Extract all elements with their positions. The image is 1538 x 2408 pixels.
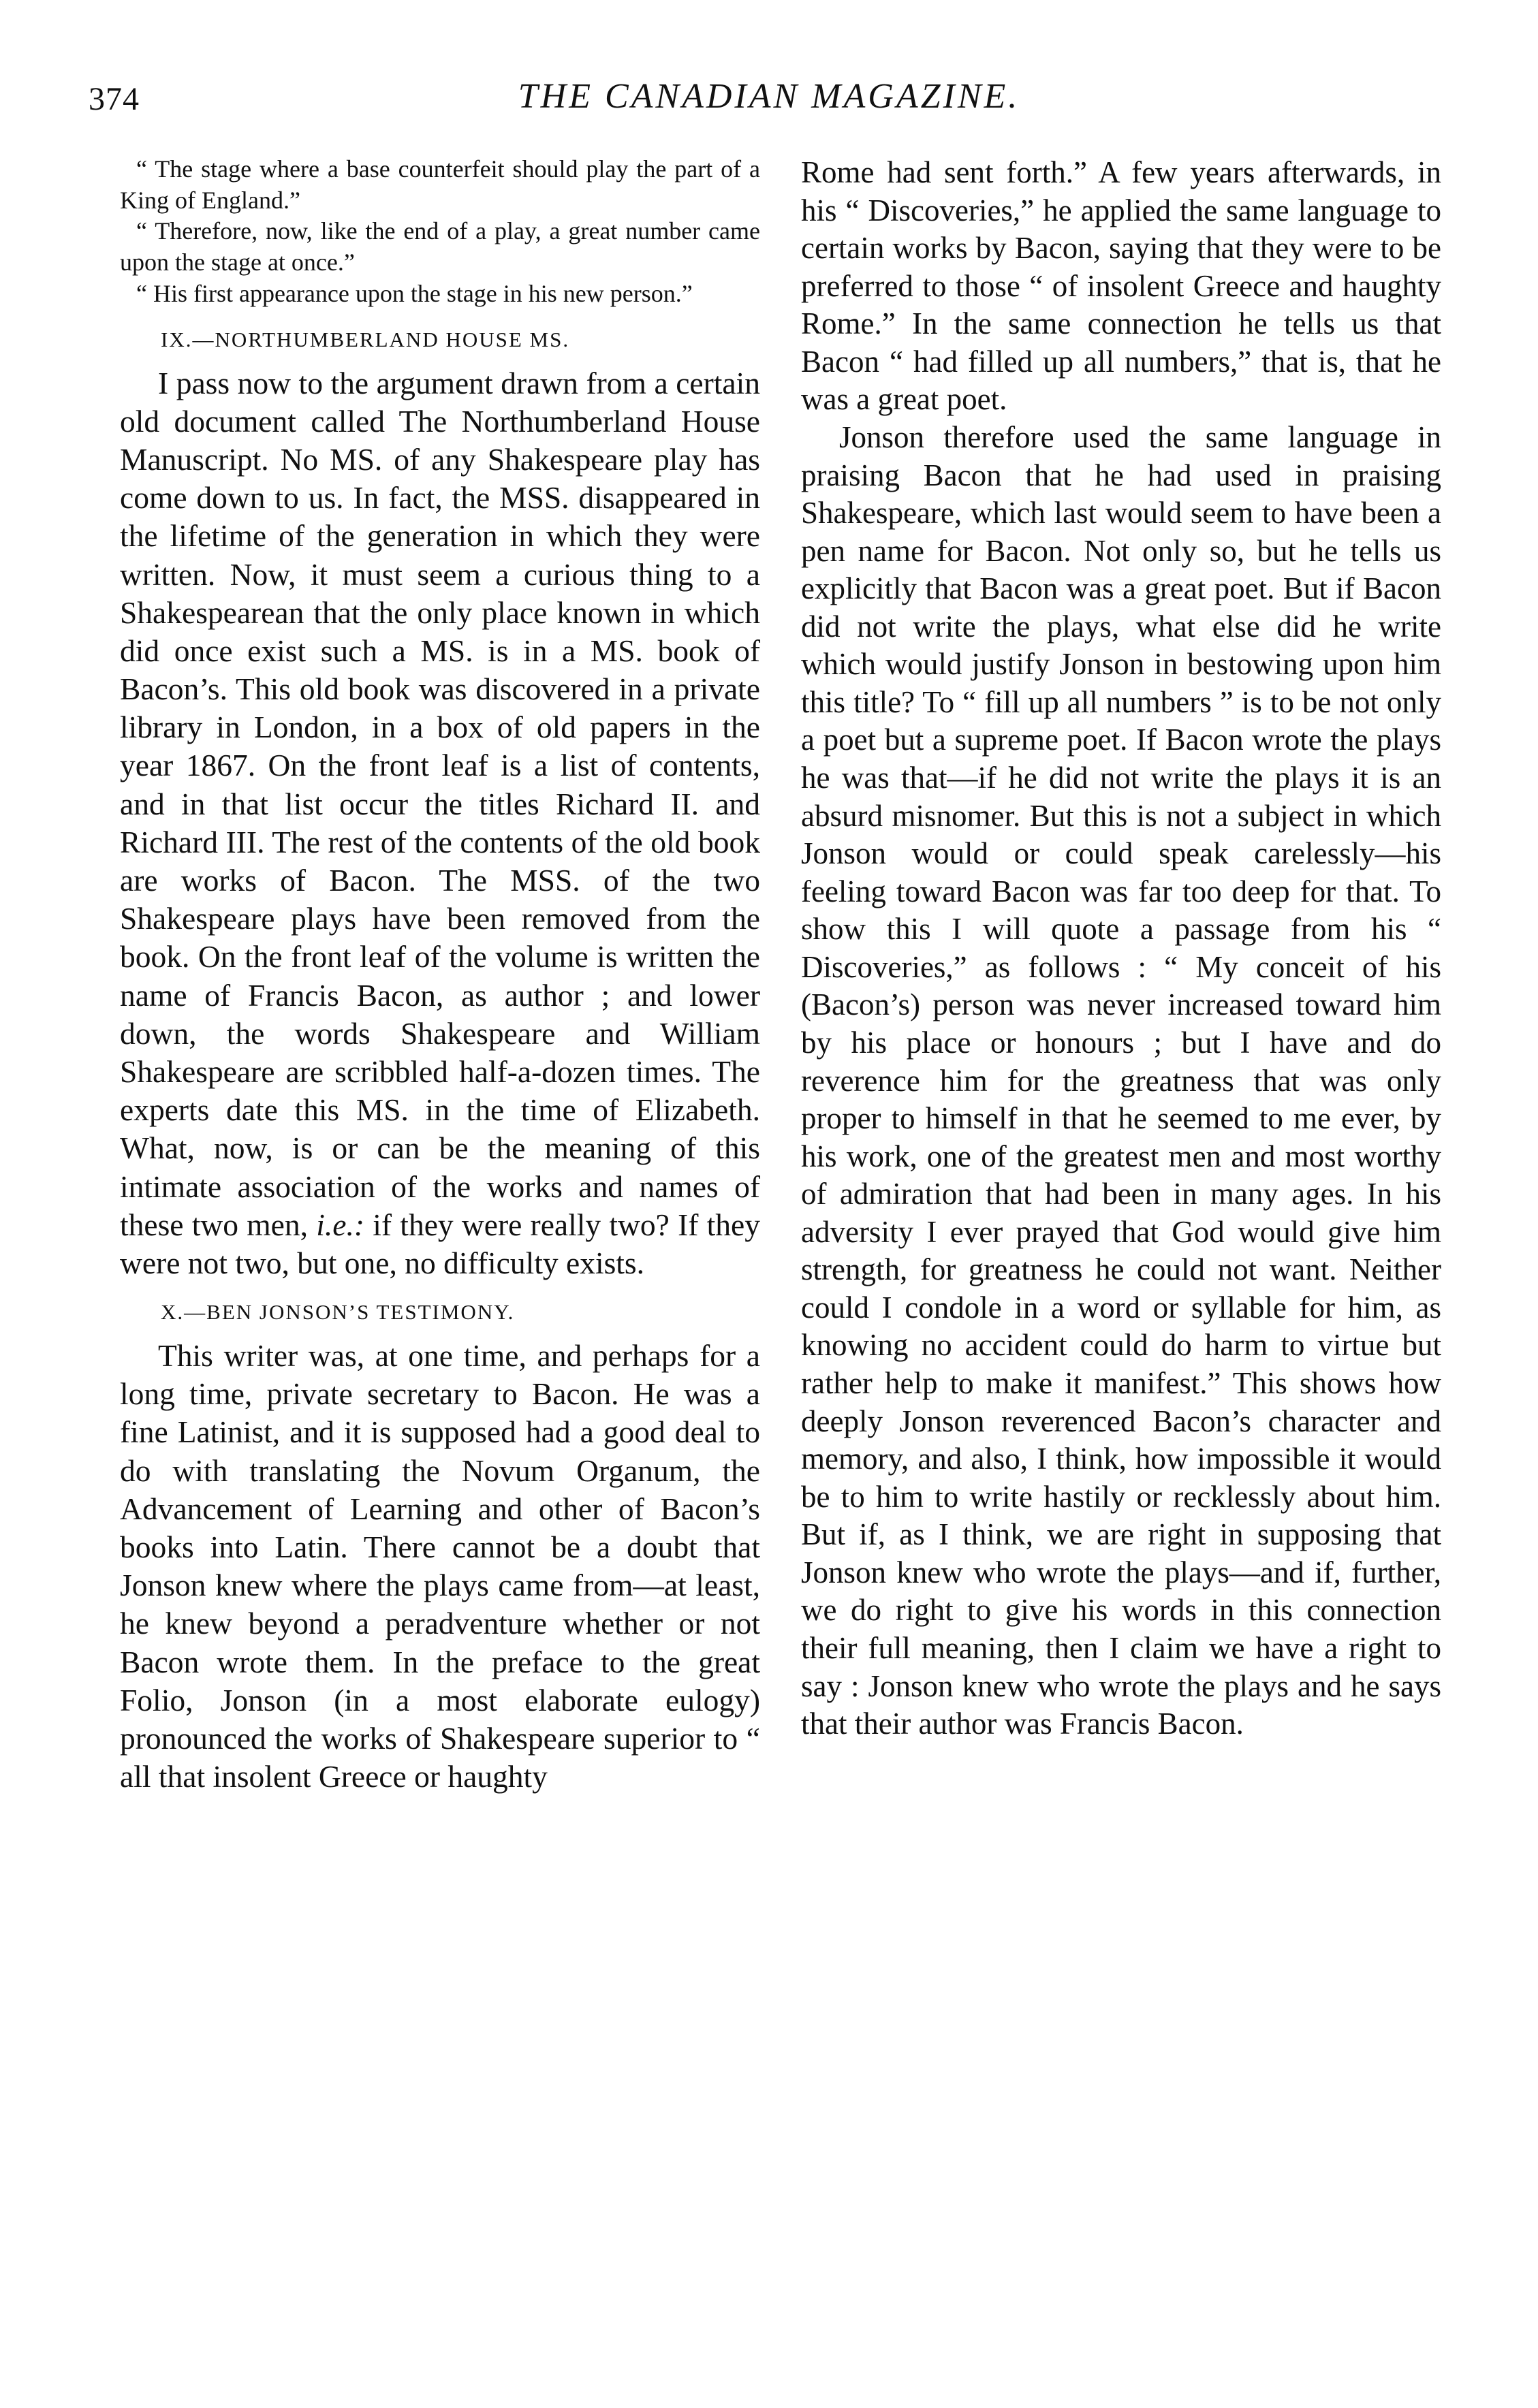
running-title: THE CANADIAN MAGAZINE.: [518, 77, 1020, 116]
paragraph-continuation: Rome had sent forth.” A few years afterwards, in his “ Discoveries,” he applied the same language to certain works by Bacon, saying that they were to be preferred to those “ of insolent Greece and haughty Rome.” In the same connection he tells us that Bacon “ had filled up all numbers,” that is, that he was a great poet.: [801, 155, 1441, 417]
paragraph-northumberland: [120, 364, 760, 1283]
left-column: [120, 154, 760, 1796]
quote-1: “ The stage where a base counterfeit should play the part of a King of England.”: [120, 155, 760, 214]
paragraph-northumberland-end: if they were really two? If they were not two, but one, no difficulty exists.: [120, 1207, 760, 1280]
italic-ie: i.e.:: [316, 1207, 364, 1242]
quote-3: “ His first appearance upon the stage in his new person.”: [136, 279, 693, 307]
paragraph-praise: Jonson therefore used the same language in praising Bacon that he had used in praising Shakespeare, which last would seem to have been a pen name for Bacon. Not only so, but he tells us explicitly that Bacon was a great poet. But if Bacon did not write the plays, what else did he write which would justify Jonson in bestowing upon him this title? To “ fill up all numbers ” is to be not only a poet but a supreme poet. If Bacon wrote the plays he was that—if he did not write the plays it is an absurd misnomer. But this is not a subject in which Jonson would or could speak carelessly—his feeling toward Bacon was far too deep for that. To show this I will quote a passage from his “ Discoveries,” as follows : “ My conceit of his (Bacon’s) person was never increased toward him by his place or honours ; but I have and do reverence him for the greatness that was only proper to himself in that he seemed to me ever, by his work, one of the greatest men and most worthy of admiration that had been in many ages. In his adversity I ever prayed that God would give him strength, for greatness he could not want. Neither could I condole in a word or syllable for him, as knowing no accident could do harm to virtue but rather help to make it manifest.” This shows how deeply Jonson reverenced Bacon’s character and memory, and also, I think, how impossible it would be to him to write hastily or recklessly about him. But if, as I think, we are right in supposing that Jonson knew who wrote the plays—and if, further, we do right to give his words in this connection their full meaning, then I claim we have a right to say : Jonson knew who wrote the plays and he says that their author was Francis Bacon.: [801, 419, 1441, 1741]
right-column: [801, 154, 1441, 1743]
page-number: 374: [89, 81, 140, 117]
section-heading-ix: IX.—NORTHUMBERLAND HOUSE MS.: [161, 327, 570, 351]
paragraph-northumberland-text: I pass now to the argument drawn from a certain old document called The Northumberland House Manuscript. No MS. of any Shakespeare play has come down to us. In fact, the MSS. disappeared in the lifetime of the generation in which they were written. Now, it must seem a curious thing to a Shakespearean that the only place known in which did once exist such a MS. is in a MS. book of Bacon’s. This old book was discovered in a private library in London, in a box of old papers in the year 1867. On the front leaf is a list of contents, and in that list occur the titles Richard II. and Richard III. The rest of the contents of the old book are works of Bacon. The MSS. of the two Shakespeare plays have been removed from the book. On the front leaf of the volume is written the name of Francis Bacon, as author ; and lower down, the words Shakespeare and William Shakespeare are scribbled half-a-dozen times. The experts date this MS. in the time of Elizabeth. What, now, is or can be the meaning of this intimate association of the works and names of these two men,: [120, 365, 760, 1242]
paragraph-jonson: This writer was, at one time, and perhaps for a long time, private secretary to Bacon. He was a fine Latinist, and it is supposed had a good deal to do with translating the Novum Organum, the Advancement of Learning and other of Bacon’s books into Latin. There cannot be a doubt that Jonson knew where the plays came from—at least, he knew beyond a peradventure whether or not Bacon wrote them. In the preface to the great Folio, Jonson (in a most elaborate eulogy) pronounced the works of Shakespeare superior to “ all that insolent Greece or haughty: [120, 1338, 760, 1794]
section-heading-x: X.—BEN JONSON’S TESTIMONY.: [161, 1300, 515, 1325]
quote-2: “ Therefore, now, like the end of a play, a great number came upon the stage at once.”: [120, 217, 760, 276]
